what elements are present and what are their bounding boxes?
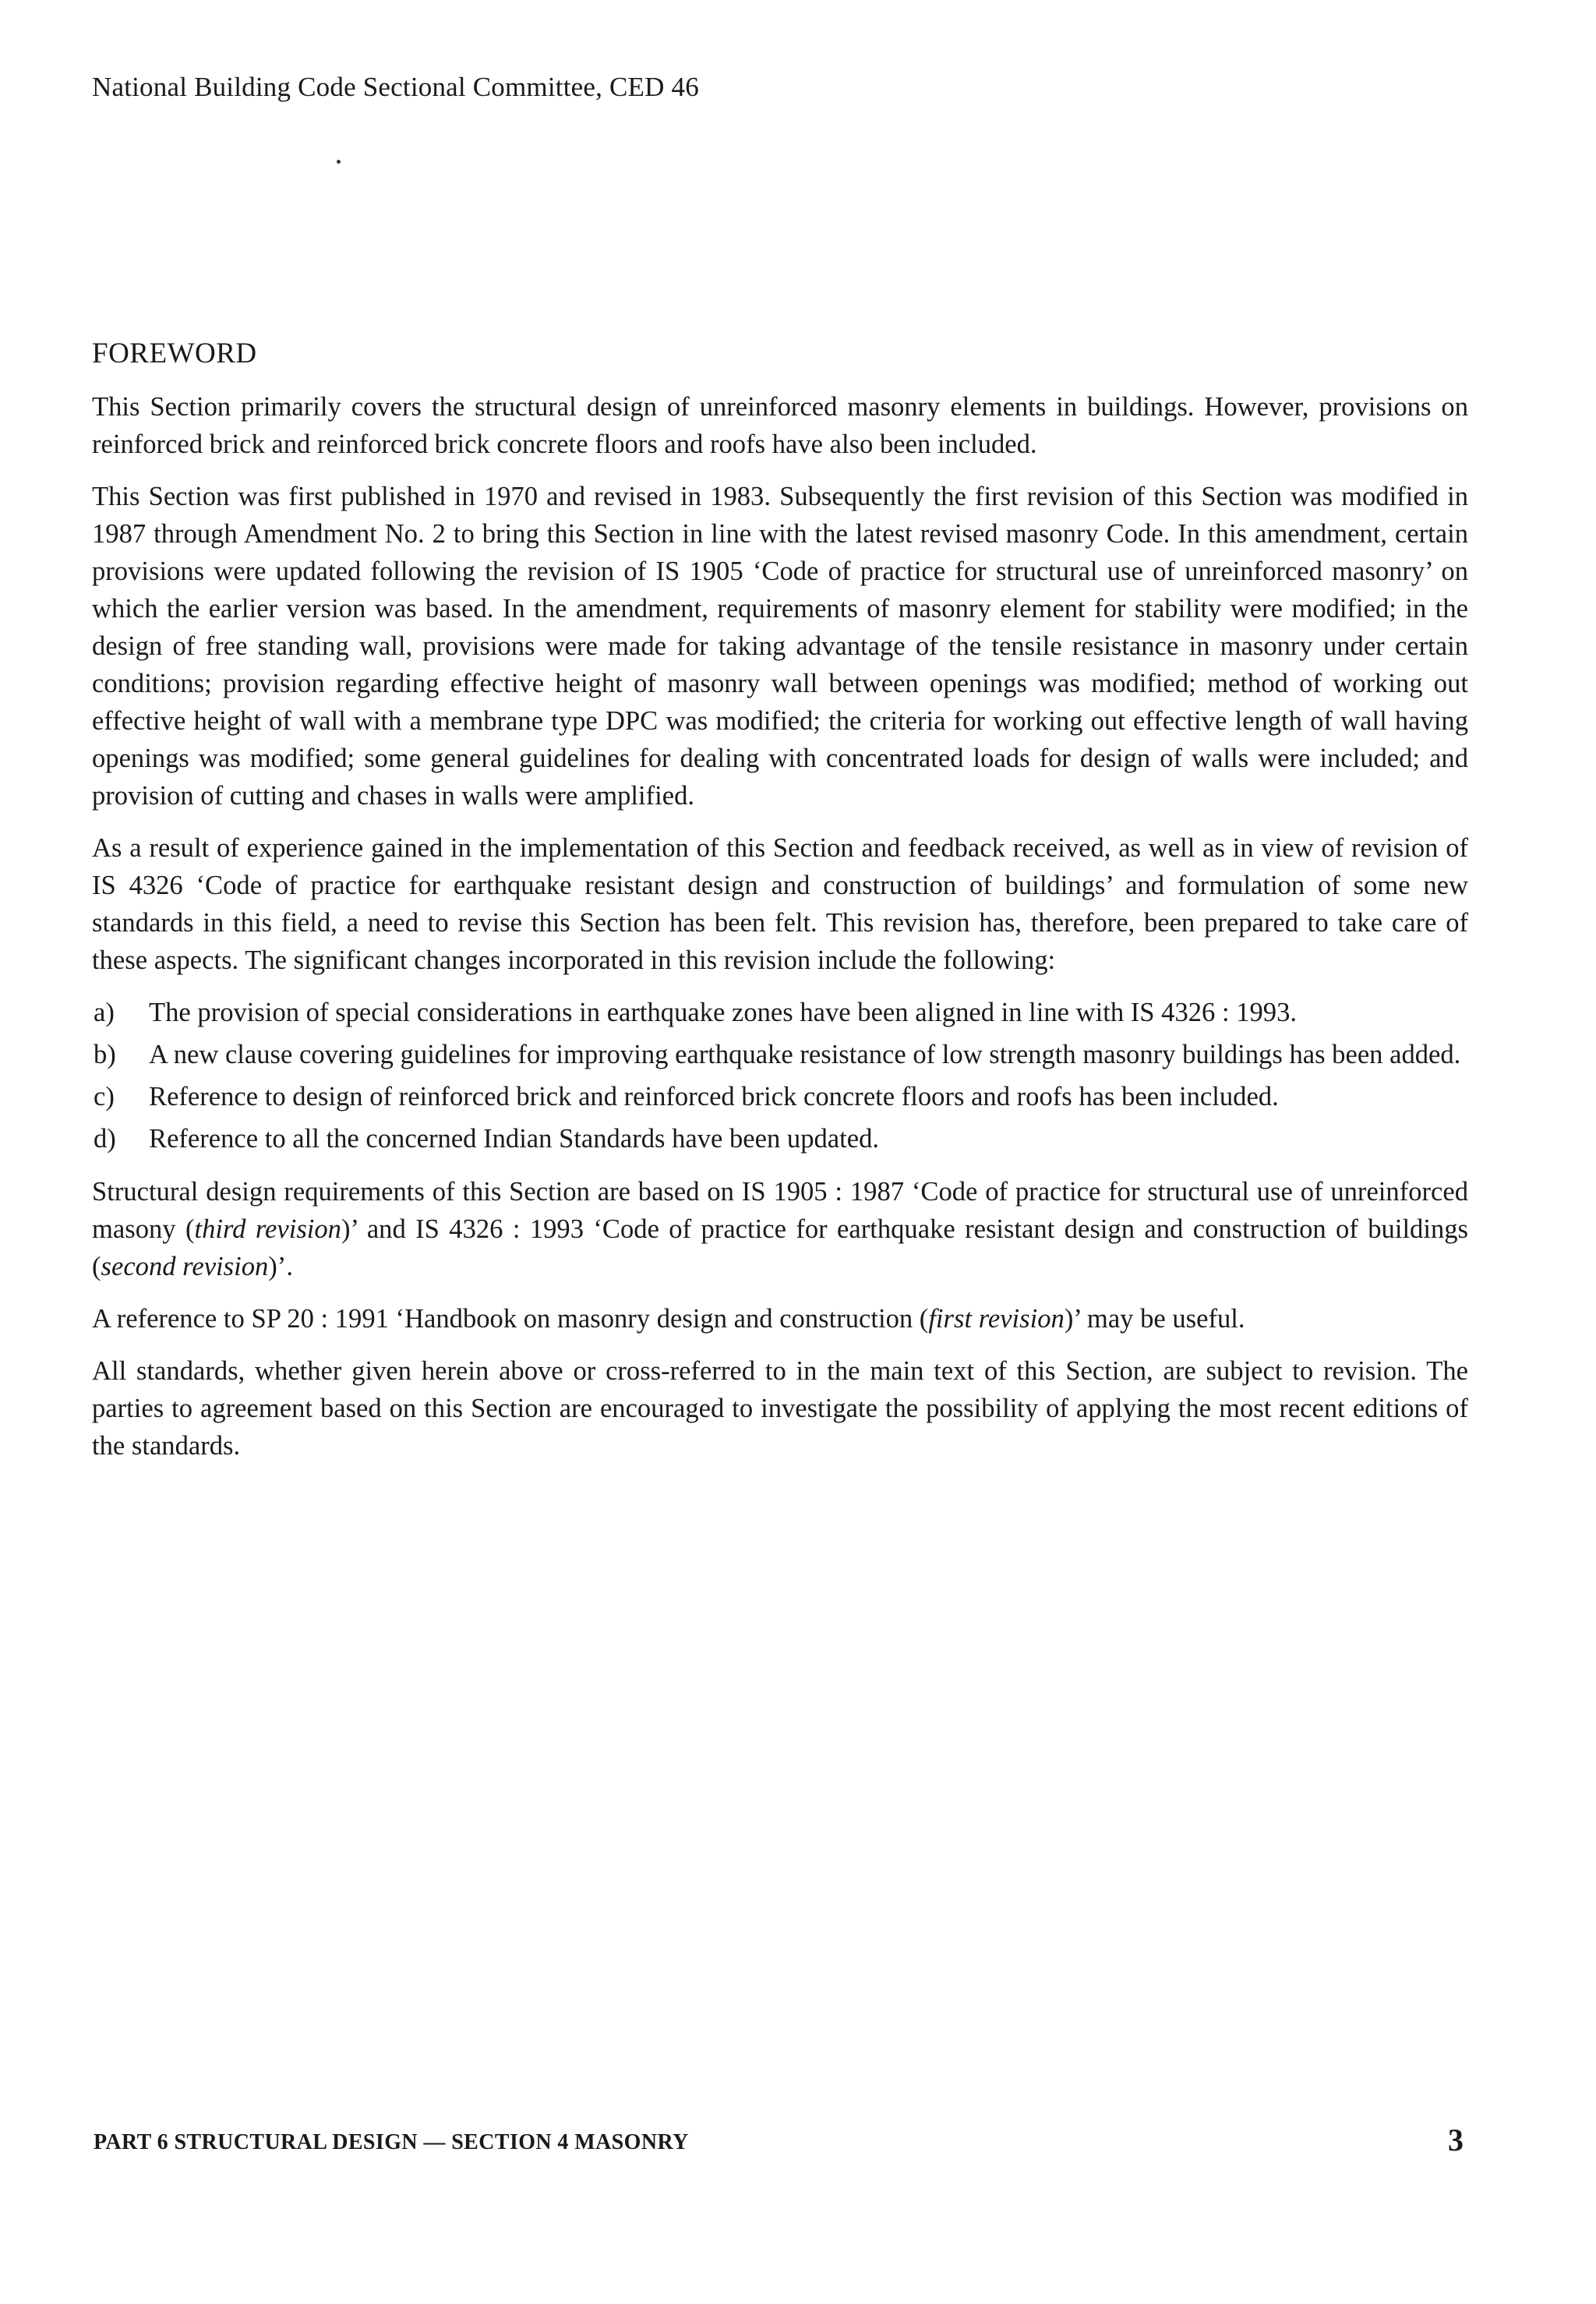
- list-item-text: A new clause covering guidelines for improving earthquake resistance of low strength masonry buildings has been added.: [149, 1040, 1461, 1069]
- paragraph-standards-revision: All standards, whether given herein above or cross-referred to in the main text of this Section, are subject to revision. The parties to agreement based on this Section are encouraged to investigate the possibility of applying the most recent editions of the standards.: [92, 1356, 1468, 1461]
- list-marker: d): [94, 1124, 116, 1154]
- italic-third-revision: third revision: [194, 1214, 341, 1244]
- italic-second-revision: second revision: [101, 1252, 269, 1281]
- list-item-text: Reference to all the concerned Indian Standards have been updated.: [149, 1124, 880, 1154]
- changes-list: [92, 994, 1468, 1157]
- paragraph-scope: This Section primarily covers the structural design of unreinforced masonry elements in buildings. However, provisions on reinforced brick and reinforced brick concrete floors and roofs have also been included.: [92, 392, 1468, 459]
- paragraph-history: This Section was first published in 1970 and revised in 1983. Subsequently the first revision of this Section was modified in 1987 through Amendment No. 2 to bring this Section in line with the latest revised masonry Code. In this amendment, certain provisions were updated following the revision of IS 1905 ‘Code of practice for structural use of unreinforced masonry’ on which the earlier version was based. In the amendment, requirements of masonry element for stability were modified; in the design of free standing wall, provisions were made for taking advantage of the tensile resistance in masonry under certain conditions; provision regarding effective height of masonry wall between openings was modified; method of working out effective height of wall with a membrane type DPC was modified; the criteria for working out effective length of wall having openings was modified; some general guidelines for dealing with concentrated loads for design of walls were included; and provision of cutting and chases in walls were amplified.: [92, 482, 1468, 811]
- list-item: [92, 1120, 1468, 1157]
- list-marker: c): [94, 1082, 115, 1111]
- foreword-body: [92, 388, 1468, 1479]
- list-marker: b): [94, 1040, 116, 1069]
- italic-first-revision: first revision: [928, 1304, 1065, 1334]
- running-header: National Building Code Sectional Committee, CED 46: [92, 72, 699, 102]
- list-item-text: The provision of special considerations in earthquake zones have been aligned in line with IS 4326 : 1993.: [149, 998, 1298, 1027]
- paragraph-revision-reason: As a result of experience gained in the implementation of this Section and feedback received, as well as in view of revision of IS 4326 ‘Code of practice for earthquake resistant design and construction of buildings’ and formulation of some new standards in this field, a need to revise this Section has been felt. This revision has, therefore, been prepared to take care of these aspects. The significant changes incorporated in this revision include the following:: [92, 833, 1468, 975]
- list-item-text: Reference to design of reinforced brick and reinforced brick concrete floors and roofs has been included.: [149, 1082, 1279, 1111]
- list-item: [92, 1036, 1468, 1073]
- paragraph-sp20-reference: A reference to SP 20 : 1991 ‘Handbook on masonry design and construction (first revision)’ may be useful.: [92, 1304, 1245, 1334]
- paragraph-basis: Structural design requirements of this Section are based on IS 1905 : 1987 ‘Code of practice for structural use of unreinforced masony (third revision)’ and IS 4326 : 1993 ‘Code of practice for earthquake resistant design and construction of buildings (second revision)’.: [92, 1177, 1468, 1281]
- list-item: [92, 1078, 1468, 1115]
- list-marker: a): [94, 998, 115, 1027]
- scan-speck: [337, 160, 341, 164]
- foreword-heading: FOREWORD: [92, 337, 257, 369]
- page-number: 3: [1448, 2122, 1464, 2157]
- running-footer: PART 6 STRUCTURAL DESIGN — SECTION 4 MASONRY: [94, 2130, 689, 2154]
- list-item: [92, 994, 1468, 1031]
